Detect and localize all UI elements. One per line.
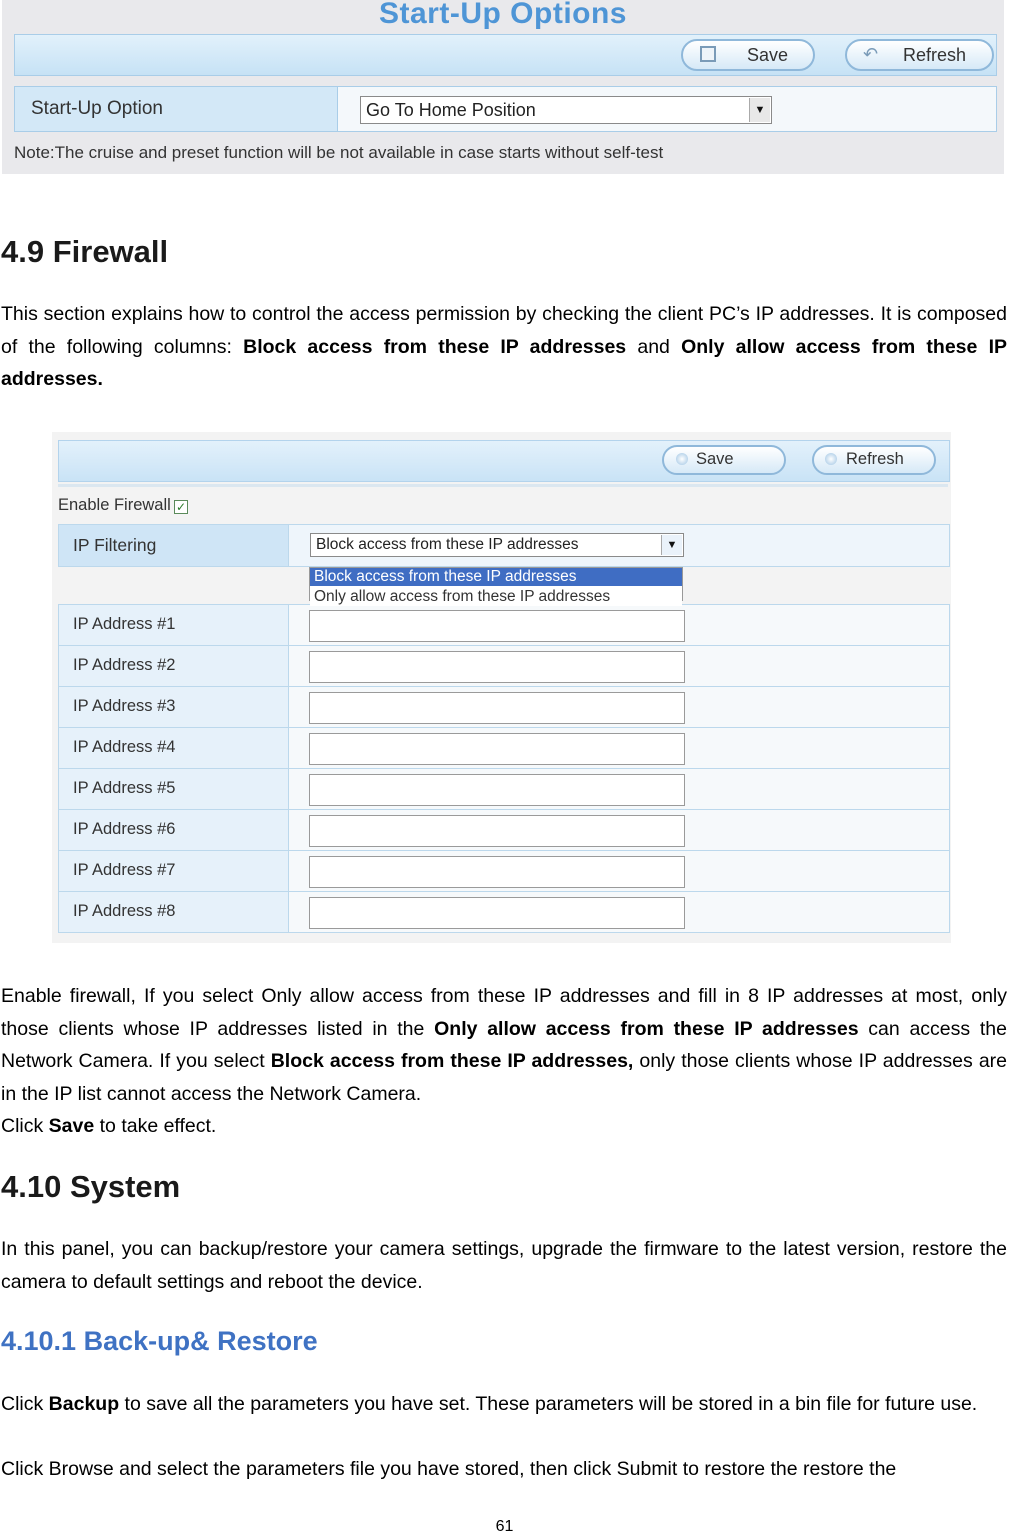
ip-address-input-8[interactable] [309, 897, 685, 929]
firewall-save-button[interactable] [662, 445, 786, 475]
backup-restore-heading: 4.10.1 Back-up& Restore [1, 1326, 318, 1356]
backup-desc-bold: Backup [48, 1393, 120, 1415]
firewall-intro-text-and: and [626, 335, 682, 358]
firewall-intro-bold-block: Block access from these IP addresses [243, 335, 627, 358]
firewall-intro-text: This section explains how to control the access permission by checking the client PC’s IP addresses. It is composed of the following columns: [1, 303, 1007, 358]
backup-desc-pre: Click [1, 1393, 49, 1415]
firewall-desc-text-3: only those clients whose IP addresses are in the IP list cannot access the Network Camera. [1, 1050, 1007, 1105]
refresh-icon [825, 453, 837, 465]
click-save-instruction [1, 1110, 1007, 1143]
ip-address-row [58, 850, 950, 892]
ip-address-row [58, 891, 950, 933]
startup-option-label: Start-Up Option [31, 98, 163, 119]
firewall-heading: 4.9 Firewall [1, 234, 169, 269]
ip-filtering-value: Block access from these IP addresses [316, 536, 579, 553]
ip-address-row [58, 727, 950, 769]
click-save-pre: Click [1, 1115, 49, 1137]
firewall-desc-bold-block: Block access from these IP addresses, [270, 1050, 634, 1072]
startup-option-select[interactable] [360, 96, 772, 124]
startup-refresh-label: Refresh [903, 45, 967, 65]
ip-address-row [58, 768, 950, 810]
firewall-desc-bold-allow: Only allow access from these IP addresses [434, 1017, 859, 1040]
backup-desc-post: to save all the parameters you have set. These parameters will be stored in a bin file for future use. [119, 1393, 978, 1415]
ip-address-input-6[interactable] [309, 815, 685, 847]
enable-firewall-checkbox[interactable] [174, 500, 188, 514]
ip-filtering-dropdown [309, 567, 683, 605]
firewall-refresh-label: Refresh [846, 450, 904, 468]
toolbar-divider [58, 484, 948, 487]
ip-address-input-3[interactable] [309, 692, 685, 724]
ip-address-label: IP Address #3 [73, 697, 176, 715]
system-description: In this panel, you can backup/restore your camera settings, upgrade the firmware to the latest version, restore the camera to default settings and reboot the device. [1, 1238, 1007, 1293]
save-icon [676, 453, 688, 465]
enable-firewall-label: Enable Firewall [58, 496, 171, 514]
save-icon [700, 46, 716, 62]
firewall-refresh-button[interactable] [812, 445, 936, 475]
startup-note: Note:The cruise and preset function will be not available in case starts without self-test [14, 143, 664, 162]
ip-address-row [58, 604, 950, 646]
firewall-toolbar [58, 440, 950, 482]
ip-address-input-1[interactable] [309, 610, 685, 642]
firewall-screenshot [52, 432, 951, 943]
ip-address-label: IP Address #8 [73, 902, 176, 920]
ip-address-label: IP Address #2 [73, 656, 176, 674]
ip-address-label: IP Address #1 [73, 615, 176, 633]
click-save-post: to take effect. [94, 1115, 217, 1137]
startup-options-screenshot [2, 0, 1004, 174]
ip-address-label: IP Address #6 [73, 820, 176, 838]
restore-description: Click Browse and select the parameters file you have stored, then click Submit to restore the restore the [1, 1458, 897, 1480]
backup-description [1, 1388, 1007, 1421]
checkmark-icon: ✓ [175, 500, 187, 514]
click-save-bold: Save [48, 1115, 95, 1137]
ip-filtering-label: IP Filtering [73, 535, 157, 555]
firewall-desc-text-1: Enable firewall, If you select Only allow access from these IP addresses and fill in 8 IP addresses at most, only those clients whose IP addresses listed in the [1, 985, 1007, 1040]
chevron-down-icon: ▼ [749, 98, 770, 122]
ip-address-input-7[interactable] [309, 856, 685, 888]
system-heading: 4.10 System [1, 1169, 181, 1204]
startup-save-button[interactable] [681, 39, 815, 71]
ip-address-label: IP Address #5 [73, 779, 176, 797]
ip-address-input-5[interactable] [309, 774, 685, 806]
dropdown-option-block[interactable]: Block access from these IP addresses [310, 568, 682, 586]
firewall-intro-bold-allow: Only allow access from these IP addresses. [1, 335, 1007, 390]
ip-address-row [58, 809, 950, 851]
ip-address-label: IP Address #4 [73, 738, 176, 756]
firewall-save-label: Save [696, 450, 734, 468]
startup-toolbar [14, 34, 997, 76]
page-number: 61 [495, 1518, 514, 1535]
refresh-icon: ↶ [863, 44, 879, 64]
ip-address-label: IP Address #7 [73, 861, 176, 879]
chevron-down-icon: ▼ [661, 535, 682, 555]
startup-save-label: Save [747, 45, 789, 65]
startup-option-row [14, 86, 997, 132]
ip-address-input-2[interactable] [309, 651, 685, 683]
startup-options-title: Start-Up Options [379, 0, 627, 30]
firewall-desc-text-2: can access the Network Camera. If you select [1, 1017, 1007, 1072]
dropdown-option-allow[interactable]: Only allow access from these IP addresses [310, 588, 682, 606]
ip-address-input-4[interactable] [309, 733, 685, 765]
firewall-description [1, 980, 1007, 1110]
startup-option-value: Go To Home Position [366, 100, 536, 120]
ip-address-row [58, 686, 950, 728]
firewall-intro [1, 298, 1007, 396]
startup-refresh-button[interactable] [845, 39, 994, 71]
ip-filtering-row [58, 524, 950, 567]
ip-filtering-select[interactable] [310, 533, 684, 557]
ip-address-row [58, 645, 950, 687]
